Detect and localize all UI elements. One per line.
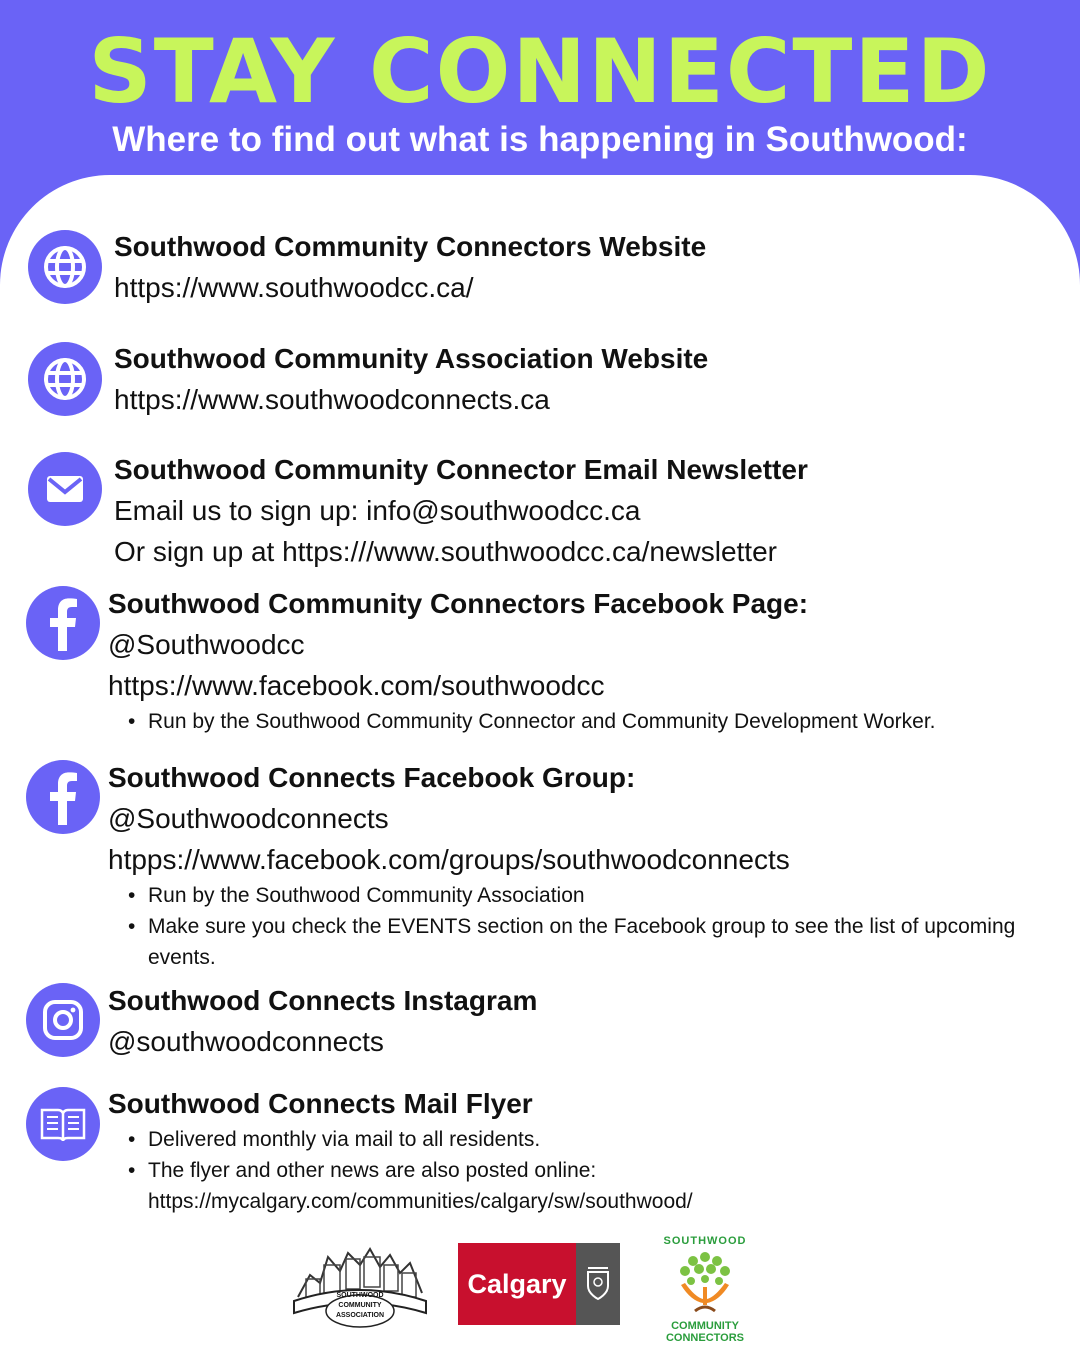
calgary-wordmark: Calgary <box>458 1243 576 1325</box>
facebook-icon <box>26 760 100 834</box>
instagram-handle[interactable]: @southwoodconnects <box>108 1026 384 1057</box>
page-title: STAY CONNECTED <box>88 20 992 123</box>
fb-group-bullets <box>110 880 1050 973</box>
section-title-newsletter: Southwood Community Connector Email Newsletter <box>114 454 808 485</box>
list-item: • The flyer and other news are also posted online: https://mycalgary.com/communities/calgary/sw/southwood/ <box>110 1155 1050 1217</box>
partner-logos <box>0 1235 1080 1345</box>
book-icon <box>26 1087 100 1161</box>
fb-group-link[interactable]: htpps://www.facebook.com/groups/southwoodconnects <box>108 844 790 875</box>
section-title-mail-flyer: Southwood Connects Mail Flyer <box>108 1088 533 1119</box>
scc-logo-top-text: SOUTHWOOD <box>663 1235 747 1247</box>
globe-icon <box>28 230 102 304</box>
mail-flyer-bullets <box>110 1124 1050 1217</box>
calgary-crest-icon <box>576 1243 620 1325</box>
newsletter-signup-link[interactable]: Or sign up at https:///www.southwoodcc.ca/newsletter <box>114 536 777 567</box>
cc-website-link[interactable]: https://www.southwoodcc.ca/ <box>114 272 474 303</box>
section-title-fb-group: Southwood Connects Facebook Group: <box>108 762 636 793</box>
southwood-community-connectors-logo <box>655 1235 755 1345</box>
ca-website-link[interactable]: https://www.southwoodconnects.ca <box>114 384 550 415</box>
list-item: • Run by the Southwood Community Association <box>110 880 1050 911</box>
newsletter-email[interactable]: Email us to sign up: info@southwoodcc.ca <box>114 495 641 526</box>
city-of-calgary-logo <box>458 1243 620 1325</box>
list-item: • Delivered monthly via mail to all residents. <box>110 1124 1050 1155</box>
section-title-ca-website: Southwood Community Association Website <box>114 343 709 374</box>
section-title-instagram: Southwood Connects Instagram <box>108 985 538 1016</box>
facebook-icon <box>26 586 100 660</box>
envelope-icon <box>28 452 102 526</box>
header <box>0 0 1080 180</box>
tree-icon <box>665 1247 745 1315</box>
sca-logo-text: SOUTHWOOD COMMUNITY ASSOCIATION <box>335 1292 385 1319</box>
fb-page-link[interactable]: https://www.facebook.com/southwoodcc <box>108 670 605 701</box>
list-item: • Make sure you check the EVENTS section on the Facebook group to see the list of upcoming events. <box>110 911 1050 973</box>
scc-logo-bottom-text: COMMUNITY CONNECTORS <box>665 1320 745 1344</box>
fb-page-handle[interactable]: @Southwoodcc <box>108 629 305 660</box>
southwood-community-association-logo <box>290 1235 430 1335</box>
section-title-cc-website: Southwood Community Connectors Website <box>114 231 707 262</box>
fb-page-bullets <box>110 706 1070 737</box>
globe-icon <box>28 342 102 416</box>
fb-group-handle[interactable]: @Southwoodconnects <box>108 803 389 834</box>
page-subtitle: Where to find out what is happening in Southwood: <box>112 120 968 159</box>
instagram-icon <box>26 983 100 1057</box>
section-title-fb-page: Southwood Community Connectors Facebook Page: <box>108 588 809 619</box>
list-item: • Run by the Southwood Community Connector and Community Development Worker. <box>110 706 1070 737</box>
